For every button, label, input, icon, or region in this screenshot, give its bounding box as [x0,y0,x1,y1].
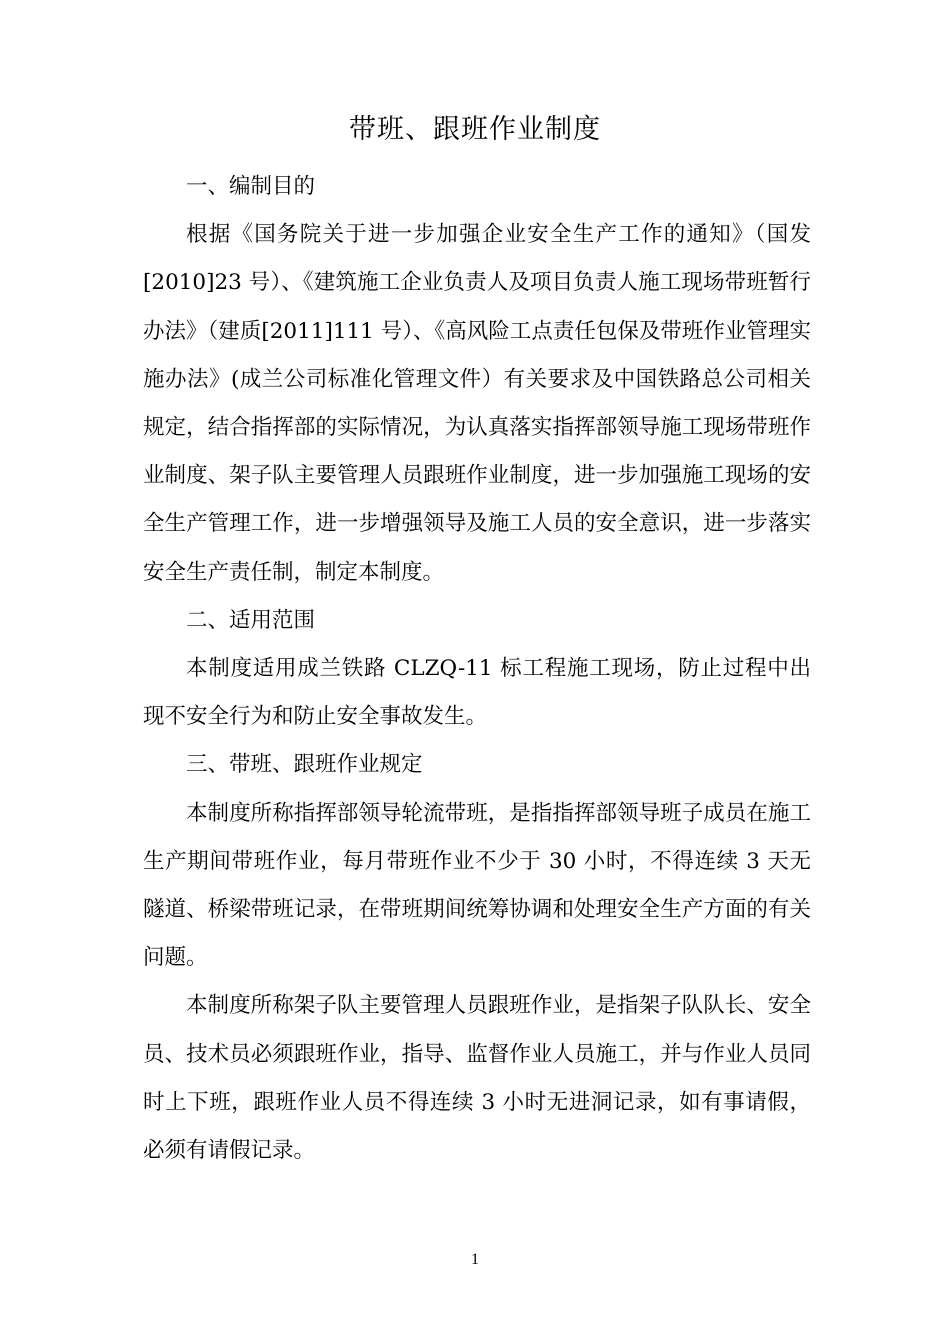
section-heading-rules: 三、带班、跟班作业规定 [186,752,423,778]
paragraph-rules-team: 本制度所称架子队主要管理人员跟班作业，是指架子队队长、安全员、技术员必须跟班作业，指导、监督作业人员施工，并与作业人员同时上下班，跟班作业人员不得连续 3 小时无进洞记录，如有事请假，必须有请假记录。 [143,993,811,1164]
document-title: 带班、跟班作业制度 [349,114,601,145]
page-number: 1 [471,1251,479,1268]
paragraph-scope: 本制度适用成兰铁路 CLZQ-11 标工程施工现场，防止过程中出现不安全行为和防止安全事故发生。 [143,656,811,730]
paragraph-rules-leadership: 本制度所称指挥部领导轮流带班，是指指挥部领导班子成员在施工生产期间带班作业，每月带班作业不少于 30 小时，不得连续 3 天无隧道、桥梁带班记录，在带班期间统筹协调和处理安全生产方面的有关问题。 [143,800,811,971]
paragraph-purpose: 根据《国务院关于进一步加强企业安全生产工作的通知》（国发[2010]23 号）、《建筑施工企业负责人及项目负责人施工现场带班暂行办法》（建质[2011]111 号）、《高风险工点责任包保及带班作业管理实施办法》(成兰公司标准化管理文件）有关要求及中国铁路总公司相关规定，结合指挥部的实际情况，为认真落实指挥部领导施工现场带班作业制度、架子队主要管理人员跟班作业制度，进一步加强施工现场的安全生产管理工作，进一步增强领导及施工人员的安全意识，进一步落实安全生产责任制，制定本制度。 [143,222,811,585]
section-heading-scope: 二、适用范围 [186,607,316,633]
document-body [143,163,811,1175]
section-heading-purpose: 一、编制目的 [186,174,316,199]
